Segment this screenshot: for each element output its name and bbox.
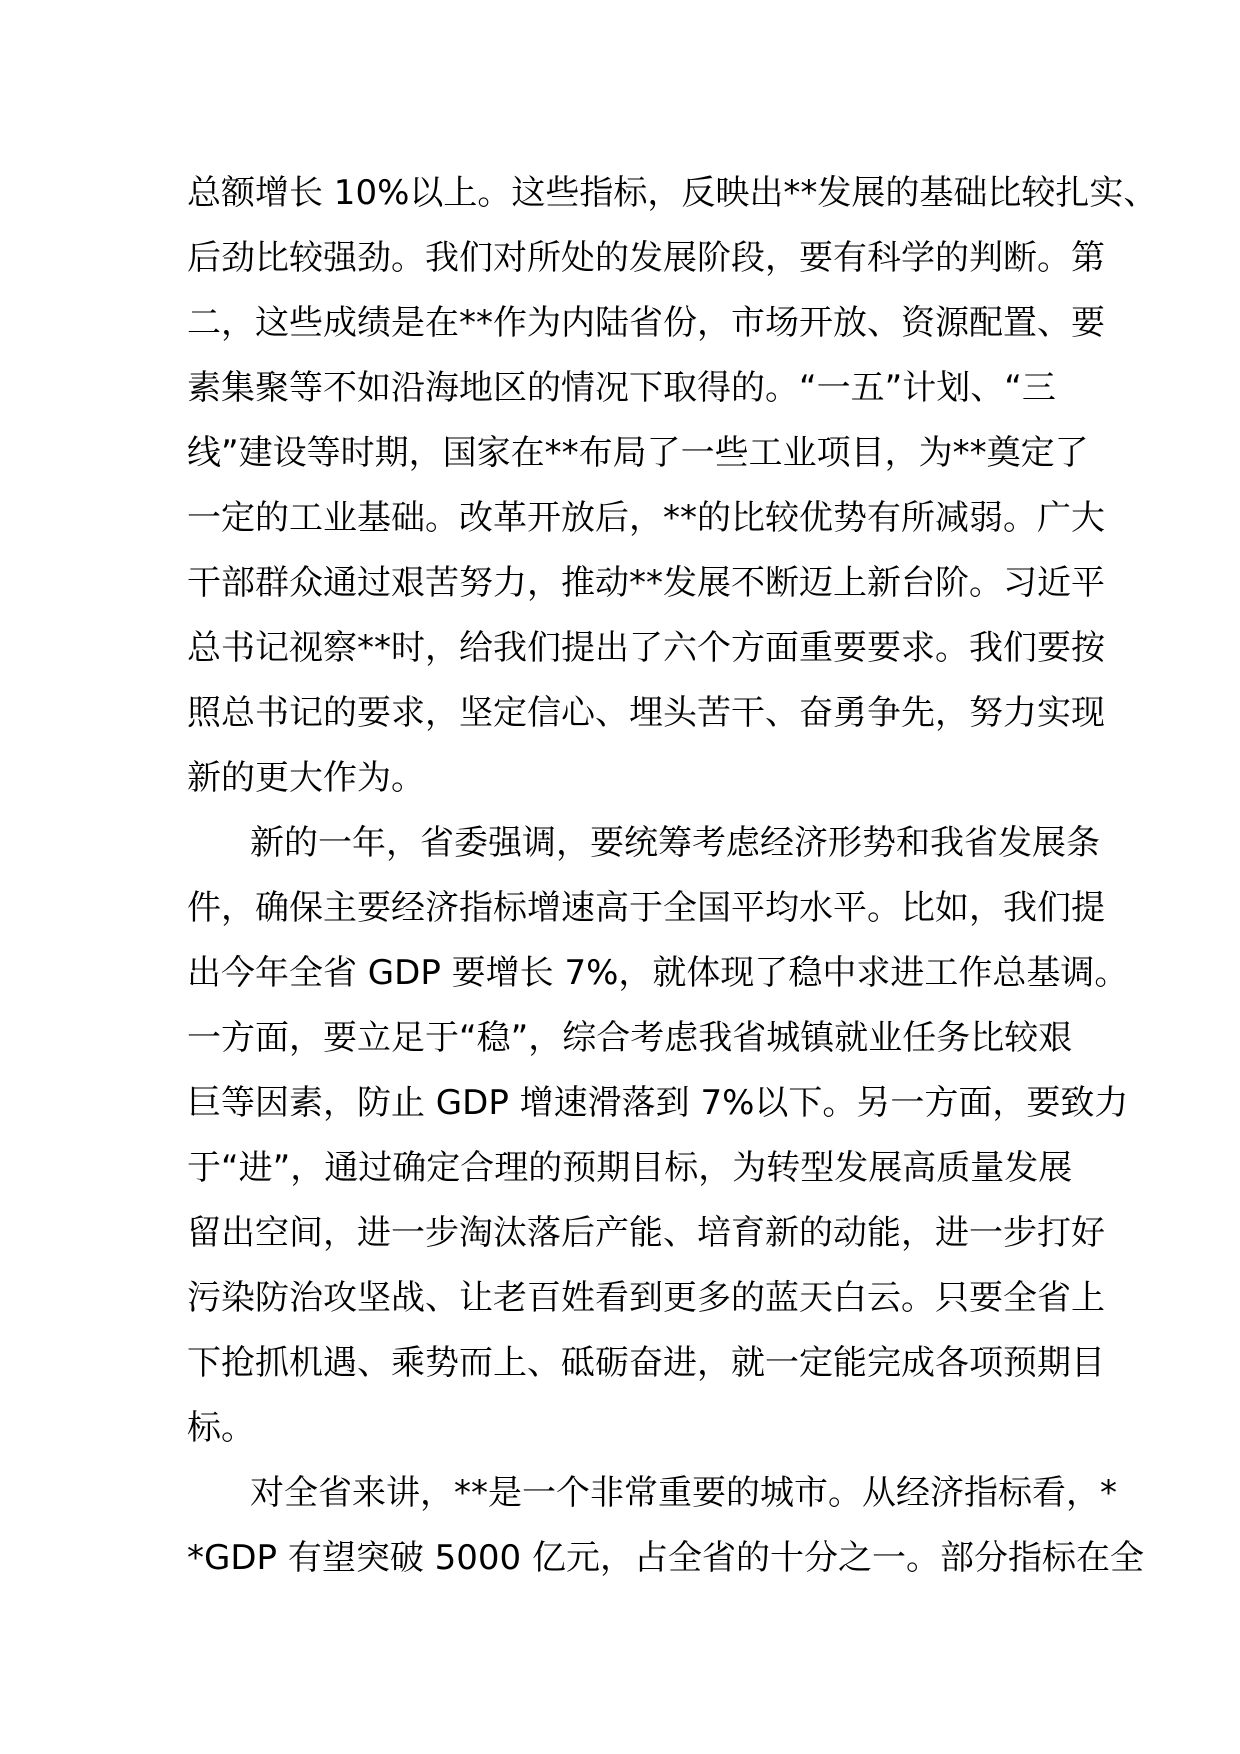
text-line: 标。	[187, 1408, 255, 1448]
text-line: 污染防治攻坚战、让老百姓看到更多的蓝天白云。只要全省上	[187, 1278, 1105, 1318]
text-line: 下抢抓机遇、乘势而上、砥砺奋进，就一定能完成各项预期目	[187, 1343, 1105, 1383]
body-text	[187, 161, 1158, 1591]
text-line: 后劲比较强劲。我们对所处的发展阶段，要有科学的判断。第	[187, 238, 1105, 278]
text-line: 总额增长 10%以上。这些指标，反映出**发展的基础比较扎实、	[187, 173, 1158, 213]
text-line: 素集聚等不如沿海地区的情况下取得的。“一五”计划、“三	[187, 368, 1056, 408]
text-line: 件，确保主要经济指标增速高于全国平均水平。比如，我们提	[187, 888, 1105, 928]
text-line: 新的一年，省委强调，要统筹考虑经济形势和我省发展条	[250, 823, 1100, 863]
text-line: 照总书记的要求，坚定信心、埋头苦干、奋勇争先，努力实现	[187, 693, 1105, 733]
text-line: 留出空间，进一步淘汰落后产能、培育新的动能，进一步打好	[187, 1213, 1105, 1253]
text-line: 出今年全省 GDP 要增长 7%，就体现了稳中求进工作总基调。	[187, 953, 1129, 993]
text-line: 一定的工业基础。改革开放后，**的比较优势有所减弱。广大	[187, 498, 1105, 538]
paragraph-3	[187, 1461, 1144, 1591]
text-line: 巨等因素，防止 GDP 增速滑落到 7%以下。另一方面，要致力	[187, 1083, 1129, 1123]
text-line: 二，这些成绩是在**作为内陆省份，市场开放、资源配置、要	[187, 303, 1105, 343]
text-line: 线”建设等时期，国家在**布局了一些工业项目，为**奠定了	[187, 433, 1089, 473]
paragraph-1	[187, 161, 1158, 811]
text-line: 于“进”，通过确定合理的预期目标，为转型发展高质量发展	[187, 1148, 1073, 1188]
text-line: 对全省来讲，**是一个非常重要的城市。从经济指标看，*	[250, 1473, 1117, 1513]
text-line: 干部群众通过艰苦努力，推动**发展不断迈上新台阶。习近平	[187, 563, 1105, 603]
text-line: 总书记视察**时，给我们提出了六个方面重要要求。我们要按	[187, 628, 1105, 668]
text-line: 一方面，要立足于“稳”，综合考虑我省城镇就业任务比较艰	[187, 1018, 1073, 1058]
text-line: *GDP 有望突破 5000 亿元，占全省的十分之一。部分指标在全	[187, 1538, 1144, 1578]
text-line: 新的更大作为。	[187, 758, 425, 798]
paragraph-2	[187, 811, 1129, 1461]
